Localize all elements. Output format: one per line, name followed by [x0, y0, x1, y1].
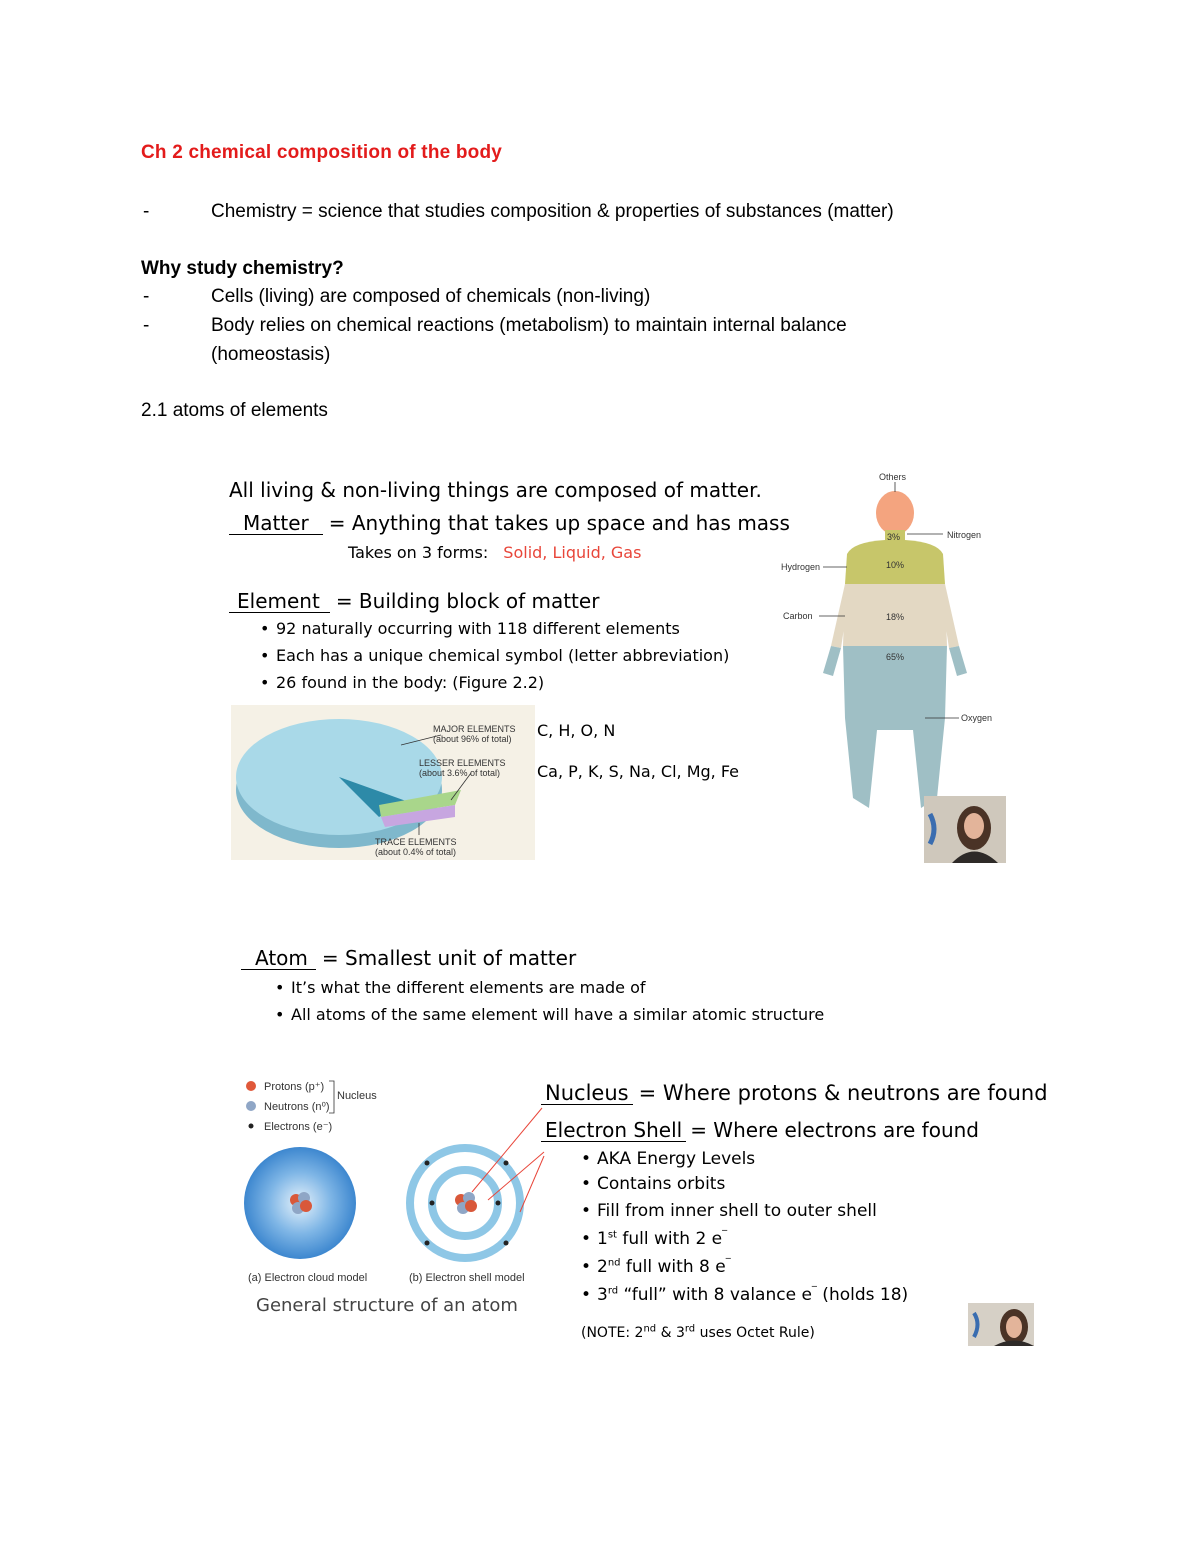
body-composition-figure [775, 468, 1015, 828]
nucleus-cluster [290, 1192, 312, 1214]
chemistry-definition: - Chemistry = science that studies composition & properties of substances (matter) [143, 201, 894, 222]
major-elements-label: MAJOR ELEMENTS [433, 724, 516, 734]
label-nitrogen: Nitrogen [947, 530, 982, 540]
label-oxygen: Oxygen [961, 713, 993, 723]
lesser-elements-label: LESSER ELEMENTS [419, 758, 506, 768]
cloud-model-caption: (a) Electron cloud model [248, 1272, 368, 1284]
page-title: Ch 2 chemical composition of the body [141, 142, 503, 163]
pct-hydrogen: 10% [886, 560, 905, 570]
atom-structure-caption: General structure of an atom [256, 1295, 518, 1316]
pct-carbon: 18% [886, 612, 905, 622]
legend-nucleus: Nucleus [337, 1090, 377, 1102]
pie-figure [231, 705, 535, 860]
list-item: • AKA Energy Levels [597, 1149, 755, 1169]
legend-neutrons: Neutrons (n⁰) [264, 1101, 330, 1113]
element-definition: Element = Building block of matter [229, 589, 599, 613]
matter-term: Matter [229, 512, 323, 535]
list-item: • Fill from inner shell to outer shell [597, 1201, 877, 1221]
bracket-icon [328, 1080, 336, 1114]
shell-model-caption: (b) Electron shell model [409, 1272, 525, 1284]
list-item: • 3rd “full” with 8 valance e‾ (holds 18) [597, 1285, 908, 1305]
label-hydrogen: Hydrogen [781, 562, 821, 572]
atom-definition: Atom = Smallest unit of matter [241, 946, 576, 970]
trace-elements-sub: (about 0.4% of total) [375, 847, 457, 857]
pct-others: 3% [887, 532, 901, 542]
list-item: • 2nd full with 8 e‾ [597, 1257, 731, 1277]
forms-line: Takes on 3 forms: Solid, Liquid, Gas [348, 543, 642, 562]
slide-line: All living & non-living things are composed of matter. [229, 478, 762, 502]
element-term: Element [229, 590, 330, 613]
major-symbols: C, H, O, N [537, 721, 616, 740]
electron-shell-definition: Electron Shell = Where electrons are found [541, 1118, 979, 1142]
list-item: - Cells (living) are composed of chemicals (non-living) [143, 286, 651, 307]
legend-electrons: Electrons (e⁻) [264, 1121, 333, 1133]
list-item: • 92 naturally occurring with 118 different elements [276, 619, 680, 638]
label-others: Others [879, 472, 907, 482]
lesser-elements-sub: (about 3.6% of total) [419, 768, 501, 778]
list-item: • Each has a unique chemical symbol (letter abbreviation) [276, 646, 729, 665]
presenter-thumbnail [968, 1303, 1034, 1346]
list-item: • 26 found in the body: (Figure 2.2) [276, 673, 544, 692]
person-icon [924, 796, 1006, 863]
trace-elements-label: TRACE ELEMENTS [375, 837, 457, 847]
pointer-arrows [460, 1100, 550, 1220]
major-elements-sub: (about 96% of total) [433, 734, 512, 744]
person-icon [968, 1303, 1034, 1346]
list-item: • Contains orbits [597, 1174, 725, 1194]
nucleus-definition: Nucleus = Where protons & neutrons are found [541, 1081, 1048, 1105]
list-item: • 1st full with 2 e‾ [597, 1229, 727, 1249]
legend-protons: Protons (p⁺) [264, 1081, 325, 1093]
list-item-continuation: (homeostasis) [211, 344, 331, 365]
presenter-thumbnail [924, 796, 1006, 863]
electron-shell-term: Electron Shell [541, 1119, 686, 1142]
octet-note: (NOTE: 2nd & 3rd uses Octet Rule) [581, 1323, 815, 1341]
why-heading: Why study chemistry? [141, 258, 344, 279]
body-silhouette-graphic [775, 468, 1015, 828]
section-heading: 2.1 atoms of elements [141, 400, 328, 421]
lesser-symbols: Ca, P, K, S, Na, Cl, Mg, Fe [537, 762, 739, 781]
list-item: • It’s what the different elements are made of [291, 978, 646, 997]
forms-value: Solid, Liquid, Gas [503, 543, 642, 562]
atom-term: Atom [241, 947, 316, 970]
list-item: • All atoms of the same element will have a similar atomic structure [291, 1005, 824, 1024]
legend-dots-icon [244, 1080, 264, 1140]
matter-definition: Matter = Anything that takes up space and has mass [229, 511, 790, 535]
pct-oxygen: 65% [886, 652, 905, 662]
list-item: - Body relies on chemical reactions (metabolism) to maintain internal balance [143, 315, 847, 336]
nucleus-term: Nucleus [541, 1082, 633, 1105]
label-carbon: Carbon [783, 611, 813, 621]
